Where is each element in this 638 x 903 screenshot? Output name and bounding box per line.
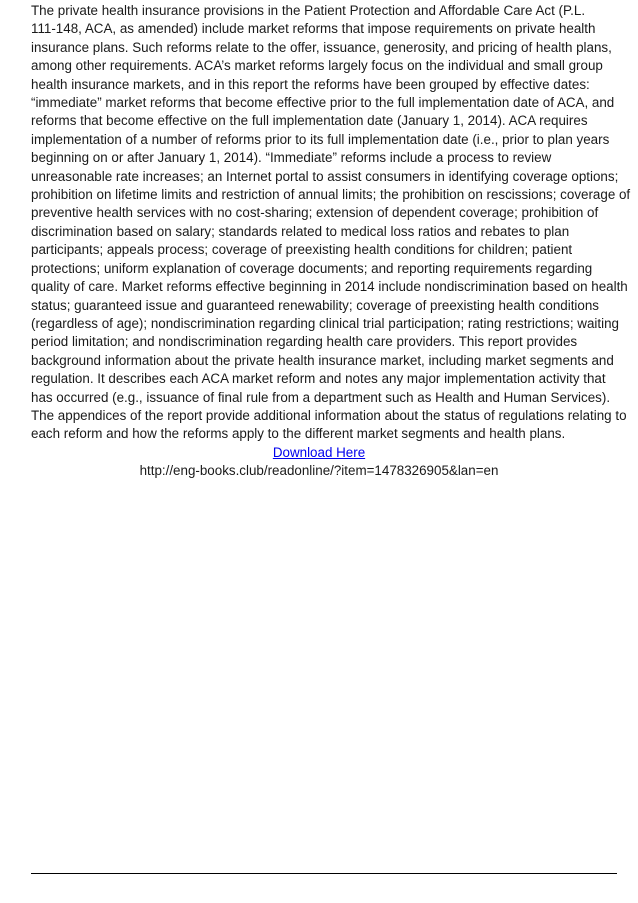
abstract-line: unreasonable rate increases; an Internet portal to assist consumers in identifying coverage options; [31, 168, 619, 184]
abstract-line: discrimination based on salary; standards related to medical loss ratios and rebates to plan [31, 223, 570, 239]
abstract-line: (regardless of age); nondiscrimination regarding clinical trial participation; rating restrictions; waiting [31, 315, 619, 331]
footer-rule [31, 873, 617, 874]
abstract-line: 111-148, ACA, as amended) include market reforms that impose requirements on private health [31, 21, 596, 37]
download-link[interactable]: Download Here [272, 445, 366, 460]
download-section [0, 444, 638, 481]
abstract-line: each reform and how the reforms apply to the different market segments and health plans. [31, 426, 566, 442]
abstract-line: health insurance markets, and in this report the reforms have been grouped by effective dates: [31, 76, 590, 92]
abstract-line: preventive health services with no cost-sharing; extension of dependent coverage; prohibition of [31, 205, 599, 221]
abstract-line: reforms that become effective on the full implementation date (January 1, 2014). ACA requires [31, 113, 588, 129]
abstract-line: period limitation; and nondiscrimination regarding health care providers. This report provides [31, 334, 578, 350]
abstract-line: has occurred (e.g., issuance of final rule from a department such as Health and Human Services). [31, 389, 611, 405]
abstract-line: prohibition on lifetime limits and restriction of annual limits; the prohibition on rescissions; coverage of [31, 187, 631, 203]
abstract-line: “immediate” market reforms that become effective prior to the full implementation date of ACA, and [31, 95, 615, 111]
download-url-text: http://eng-books.club/readonline/?item=1478326905&lan=en [139, 463, 499, 479]
abstract-line: quality of care. Market reforms effective beginning in 2014 include nondiscrimination based on health [31, 279, 628, 295]
abstract-line: regulation. It describes each ACA market reform and notes any major implementation activity that [31, 371, 606, 387]
abstract-line: protections; uniform explanation of coverage documents; and reporting requirements regarding [31, 260, 593, 276]
abstract-line: insurance plans. Such reforms relate to the offer, issuance, generosity, and pricing of health plans, [31, 39, 612, 55]
abstract-paragraph [31, 2, 631, 444]
abstract-line: implementation of a number of reforms prior to its full implementation date (i.e., prior to plan years [31, 131, 610, 147]
abstract-line: The private health insurance provisions in the Patient Protection and Affordable Care Act (P.L. [31, 3, 586, 18]
abstract-line: participants; appeals process; coverage of preexisting health conditions for children; patient [31, 242, 573, 258]
abstract-line: among other requirements. ACA’s market reforms largely focus on the individual and small group [31, 58, 603, 74]
abstract-line: status; guaranteed issue and guaranteed renewability; coverage of preexisting health conditions [31, 297, 599, 313]
abstract-line: beginning on or after January 1, 2014). “Immediate” reforms include a process to review [31, 150, 552, 166]
abstract-line: background information about the private health insurance market, including market segments and [31, 352, 614, 368]
abstract-line: The appendices of the report provide additional information about the status of regulations relating to [31, 407, 627, 423]
